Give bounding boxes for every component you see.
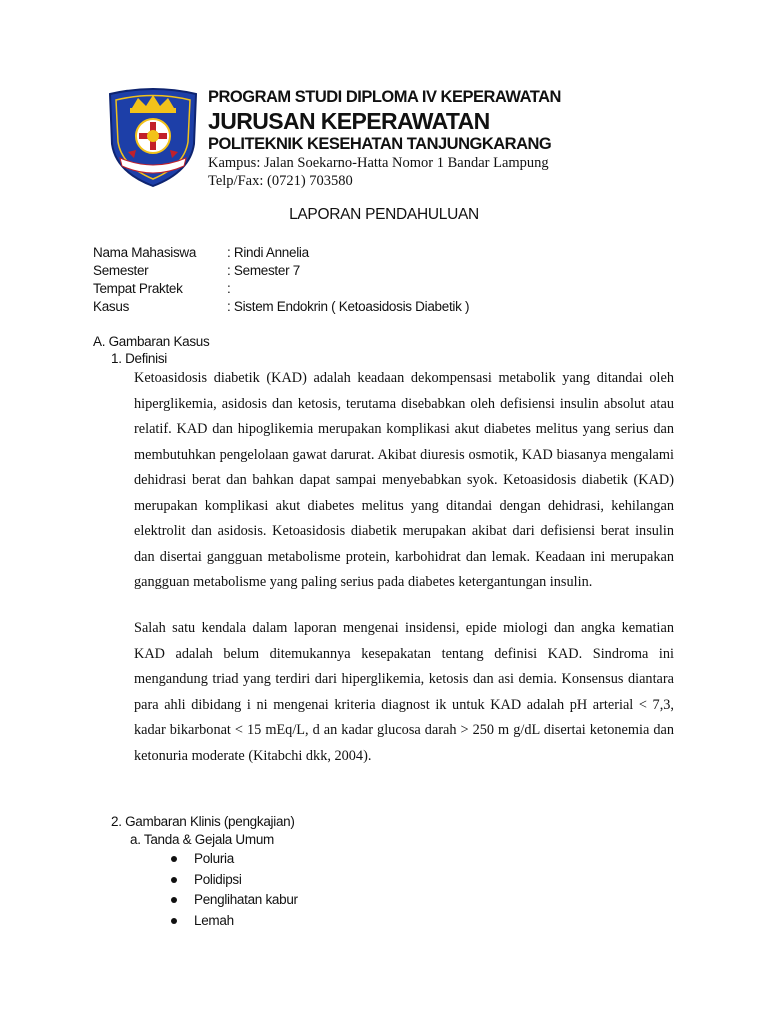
bullet-icon: [171, 856, 177, 862]
definition-paragraph-2: Salah satu kendala dalam laporan mengenai insidensi, epide miologi dan angka kematian KAD adalah belum ditemukannya kesepakatan tentang definisi KAD. Sindroma ini mengandung triad yang terdiri dari hiperglikemia, ketosis dan asi demia. Konsensus diantara para ahli dibidang i ni mengenai kriteria diagnost ik untuk KAD adalah pH arterial < 7,3, kadar bikarbonat < 15 mEq/L, d an kadar glucosa darah > 250 m g/dL disertai ketonemia dan ketonuria moderate (Kitabchi dkk, 2004).: [134, 620, 674, 764]
bullet-icon: [171, 897, 177, 903]
header-phone: Telp/Fax: (0721) 703580: [208, 173, 353, 189]
list-item: [168, 911, 298, 932]
info-value: : Rindi Annelia: [227, 245, 309, 260]
list-item: [168, 890, 298, 911]
definition-paragraph-1: Ketoasidosis diabetik (KAD) adalah keadaan dekompensasi metabolik yang ditandai oleh hiperglikemia, asidosis dan ketosis, terutama disebabkan oleh defisiensi insulin absolut atau relatif. KAD dan hipoglikemia merupakan komplikasi akut diabetes melitus yang serius dan membutuhkan pengelolaan gawat darurat. Akibat diuresis osmotik, KAD biasanya mengalami dehidrasi berat dan bahkan dapat sampai menyebabkan syok. Ketoasidosis diabetik (KAD) merupakan komplikasi akut diabetes melitus yang ditandai dengan dehidrasi, kehilangan elektrolit dan asidosis. Ketoasidosis diabetik merupakan akibat dari defisiensi berat insulin dan disertai gangguan metabolisme protein, karbohidrat dan lemak. Keadaan ini merupakan gangguan metabolisme yang paling serius pada diabetes ketergantungan insulin.: [134, 370, 674, 590]
info-row-name: [93, 245, 309, 260]
info-row-case: [93, 299, 469, 314]
header-address: Kampus: Jalan Soekarno-Hatta Nomor 1 Bandar Lampung: [208, 155, 549, 171]
list-item: [168, 849, 298, 870]
info-row-place: [93, 281, 230, 296]
list-item-label: Poluria: [194, 851, 234, 866]
bullet-icon: [171, 877, 177, 883]
info-label: Semester: [93, 263, 149, 278]
header-institution: POLITEKNIK KESEHATAN TANJUNGKARANG: [208, 135, 552, 153]
list-item-label: Lemah: [194, 912, 234, 928]
definition-heading: 1. Definisi: [111, 351, 167, 366]
signs-heading: a. Tanda & Gejala Umum: [130, 832, 274, 847]
list-item: [168, 870, 298, 891]
symptom-list: [168, 849, 298, 931]
info-value: : Semester 7: [227, 263, 300, 278]
bullet-icon: [171, 918, 177, 924]
header-department: JURUSAN KEPERAWATAN: [208, 108, 490, 134]
clinical-heading: 2. Gambaran Klinis (pengkajian): [111, 814, 295, 829]
list-item-label: Polidipsi: [194, 871, 242, 887]
header-program: PROGRAM STUDI DIPLOMA IV KEPERAWATAN: [208, 88, 561, 106]
info-row-semester: [93, 263, 300, 278]
info-value: : Sistem Endokrin ( Ketoasidosis Diabetik ): [227, 299, 470, 314]
document-title: LAPORAN PENDAHULUAN: [289, 206, 479, 223]
list-item-label: Penglihatan kabur: [194, 892, 298, 907]
info-value: :: [227, 281, 231, 296]
info-label: Nama Mahasiswa: [93, 245, 197, 260]
institution-emblem-icon: [106, 86, 200, 188]
info-label: Kasus: [93, 299, 130, 314]
section-a-heading: A. Gambaran Kasus: [93, 334, 210, 349]
info-label: Tempat Praktek: [93, 281, 183, 296]
